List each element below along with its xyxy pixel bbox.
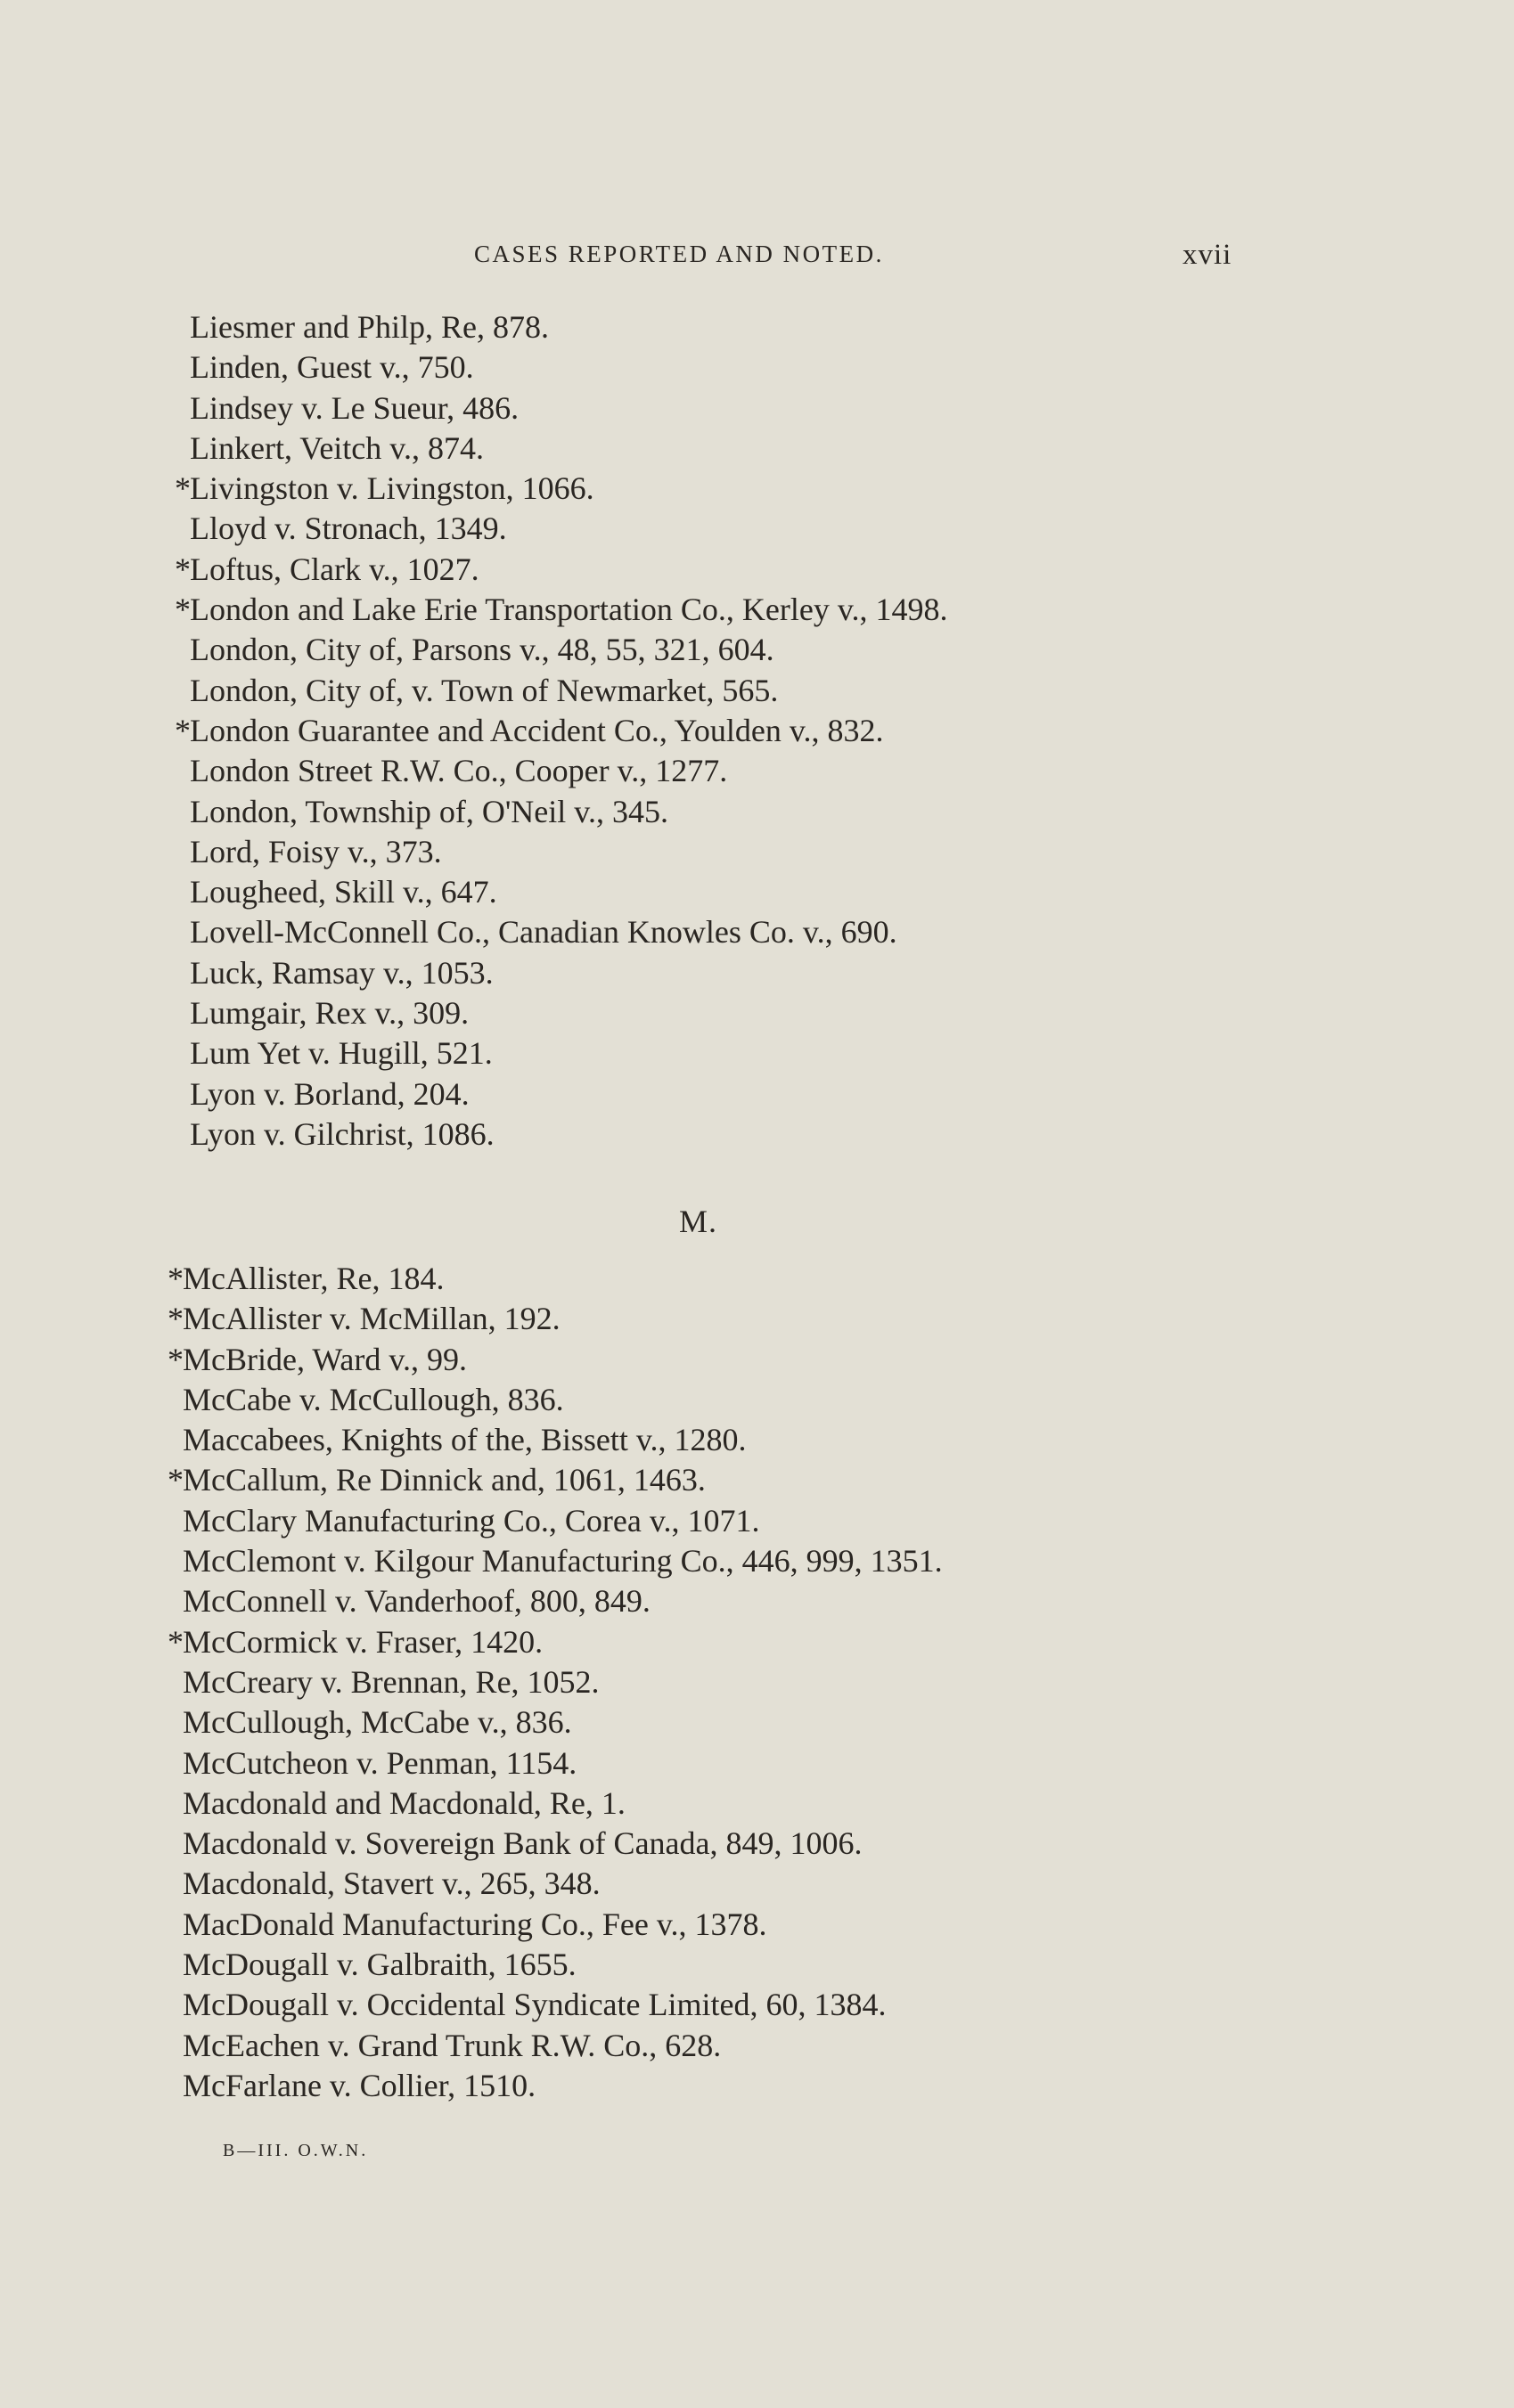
case-citation: Lumgair, Rex v., 309. (190, 995, 470, 1032)
case-citation: London Guarantee and Accident Co., Youlden v., 832. (190, 712, 884, 748)
case-entry (0, 1864, 1514, 1904)
case-entry (0, 1945, 1514, 1985)
case-citation: London Street R.W. Co., Cooper v., 1277. (190, 753, 728, 789)
case-citation: McCabe v. McCullough, 836. (183, 1381, 564, 1417)
case-entry (0, 347, 1514, 388)
case-entry (0, 509, 1514, 549)
case-citation: Macdonald and Macdonald, Re, 1. (183, 1784, 626, 1821)
case-citation: Liesmer and Philp, Re, 878. (190, 309, 549, 345)
case-entry (0, 630, 1514, 670)
case-entry (0, 1420, 1514, 1460)
case-entry (0, 1460, 1514, 1500)
case-entry (0, 832, 1514, 872)
case-entry (0, 469, 1514, 509)
case-entry (0, 2066, 1514, 2106)
noted-asterisk: * (168, 1341, 184, 1377)
case-entry (0, 671, 1514, 711)
case-citation: Lloyd v. Stronach, 1349. (190, 510, 507, 547)
case-citation: McAllister v. McMillan, 192. (183, 1301, 561, 1337)
case-entry (0, 1824, 1514, 1864)
case-citation: Lindsey v. Le Sueur, 486. (190, 389, 520, 426)
case-citation: McEachen v. Grand Trunk R.W. Co., 628. (183, 2027, 722, 2063)
case-entry (0, 1622, 1514, 1662)
case-entry (0, 1743, 1514, 1784)
case-entry (0, 1114, 1514, 1155)
case-entry (0, 1784, 1514, 1824)
case-citation: London, Township of, O'Neil v., 345. (190, 793, 668, 829)
case-citation: London and Lake Erie Transportation Co., Kerley v., 1498. (190, 592, 948, 628)
case-entry (0, 307, 1514, 347)
case-entry (0, 711, 1514, 751)
case-entry (0, 953, 1514, 993)
case-entry (0, 1074, 1514, 1114)
running-header: CASES REPORTED AND NOTED. (474, 241, 884, 267)
case-entry (0, 751, 1514, 791)
case-entry (0, 550, 1514, 590)
case-entry (0, 1702, 1514, 1743)
case-citation: McCullough, McCabe v., 836. (183, 1704, 572, 1741)
case-entry (0, 1259, 1514, 1299)
case-citation: Maccabees, Knights of the, Bissett v., 1280. (183, 1422, 747, 1458)
noted-asterisk: * (175, 592, 191, 628)
case-citation: Livingston v. Livingston, 1066. (190, 470, 594, 507)
case-entry (0, 993, 1514, 1033)
case-entry (0, 792, 1514, 832)
case-citation: McDougall v. Galbraith, 1655. (183, 1947, 577, 1983)
noted-asterisk: * (175, 712, 191, 748)
case-citation: McDougall v. Occidental Syndicate Limited, 60, 1384. (183, 1987, 887, 2023)
noted-asterisk: * (168, 1462, 184, 1498)
case-citation: London, City of, Parsons v., 48, 55, 321, 604. (190, 632, 774, 668)
case-citation: McClemont v. Kilgour Manufacturing Co., 446, 999, 1351. (183, 1543, 943, 1579)
case-citation: Luck, Ramsay v., 1053. (190, 954, 494, 991)
case-citation: McCreary v. Brennan, Re, 1052. (183, 1663, 600, 1700)
case-citation: McClary Manufacturing Co., Corea v., 1071. (183, 1502, 760, 1539)
case-citation: McCallum, Re Dinnick and, 1061, 1463. (183, 1462, 706, 1498)
case-entry (0, 1662, 1514, 1702)
case-citation: Lovell-McConnell Co., Canadian Knowles Co. v., 690. (190, 914, 897, 951)
case-citation: London, City of, v. Town of Newmarket, 565. (190, 672, 779, 708)
case-entry (0, 1033, 1514, 1073)
case-entry (0, 912, 1514, 952)
case-citation: McCutcheon v. Penman, 1154. (183, 1744, 577, 1781)
case-citation: MacDonald Manufacturing Co., Fee v., 1378. (183, 1906, 767, 1942)
noted-asterisk: * (168, 1623, 184, 1660)
case-list-m (0, 1259, 1514, 2106)
case-citation: Macdonald, Stavert v., 265, 348. (183, 1865, 601, 1902)
case-entry (0, 2026, 1514, 2066)
case-citation: Linkert, Veitch v., 874. (190, 429, 484, 466)
noted-asterisk: * (175, 551, 191, 587)
case-entry (0, 590, 1514, 630)
case-entry (0, 429, 1514, 469)
noted-asterisk: * (168, 1261, 184, 1296)
case-citation: McConnell v. Vanderhoof, 800, 849. (183, 1583, 651, 1620)
noted-asterisk: * (175, 470, 191, 507)
case-citation: McFarlane v. Collier, 1510. (183, 2067, 536, 2103)
case-entry (0, 1581, 1514, 1621)
case-entry (0, 388, 1514, 429)
case-entry (0, 1541, 1514, 1581)
page-number: xvii (1183, 239, 1232, 271)
case-citation: Lum Yet v. Hugill, 521. (190, 1035, 493, 1072)
case-citation: Loftus, Clark v., 1027. (190, 551, 479, 587)
section-letter: M. (679, 1204, 718, 1239)
case-citation: Macdonald v. Sovereign Bank of Canada, 849, 1006. (183, 1825, 863, 1862)
case-entry (0, 1380, 1514, 1420)
case-list-l (0, 307, 1514, 1155)
noted-asterisk: * (168, 1301, 184, 1337)
case-entry (0, 1340, 1514, 1380)
case-citation: McCormick v. Fraser, 1420. (183, 1623, 544, 1660)
case-citation: Lyon v. Gilchrist, 1086. (190, 1115, 495, 1152)
case-entry (0, 1985, 1514, 2025)
printer-signature: B—III. O.W.N. (223, 2141, 369, 2160)
case-citation: Lyon v. Borland, 204. (190, 1075, 470, 1112)
case-citation: McAllister, Re, 184. (183, 1261, 445, 1296)
case-citation: Lord, Foisy v., 373. (190, 833, 442, 869)
case-citation: Lougheed, Skill v., 647. (190, 874, 497, 910)
case-citation: Linden, Guest v., 750. (190, 349, 474, 386)
case-entry (0, 1299, 1514, 1339)
case-entry (0, 872, 1514, 912)
case-entry (0, 1501, 1514, 1541)
case-citation: McBride, Ward v., 99. (183, 1341, 468, 1377)
case-entry (0, 1905, 1514, 1945)
